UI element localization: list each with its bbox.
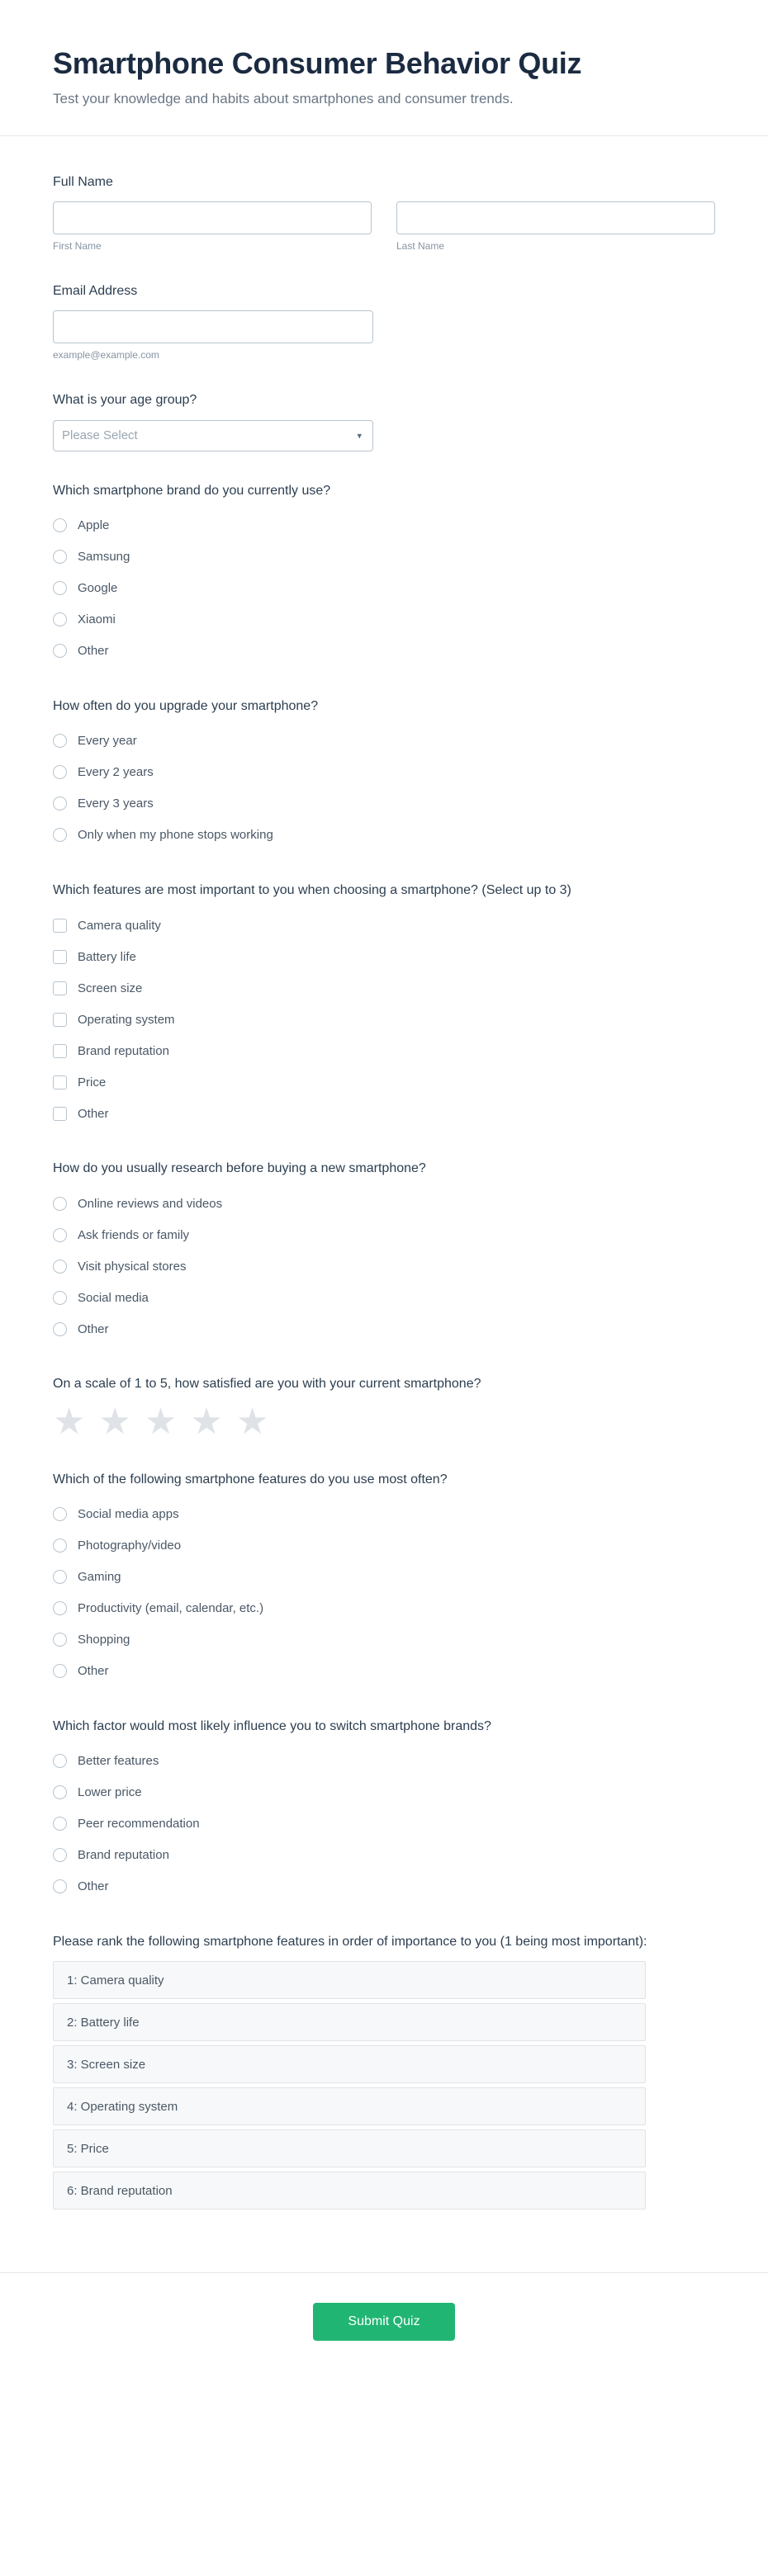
brand-option[interactable] (53, 510, 715, 541)
last-name-column (396, 201, 715, 252)
upgrade-option-label: Every 3 years (78, 796, 154, 811)
form-footer (0, 2272, 768, 2380)
switch-factor-label: Which factor would most likely influence you to switch smartphone brands? (53, 1718, 491, 1733)
upgrade-label: How often do you upgrade your smartphone? (53, 698, 319, 713)
switch-factor-option[interactable] (53, 1808, 715, 1840)
checkbox-icon[interactable] (53, 1075, 67, 1089)
brand-option-label: Apple (78, 518, 110, 533)
research-option-label: Visit physical stores (78, 1259, 187, 1274)
research-option[interactable] (53, 1282, 715, 1313)
submit-button[interactable]: Submit Quiz (313, 2303, 454, 2341)
important-feature-option[interactable] (53, 1098, 715, 1129)
form-header (0, 0, 768, 136)
checkbox-icon[interactable] (53, 950, 67, 964)
page-subtitle: Test your knowledge and habits about smartphones and consumer trends. (53, 91, 514, 106)
radio-icon[interactable] (53, 1570, 67, 1584)
ranking-item[interactable]: 6: Brand reputation (53, 2172, 646, 2210)
checkbox-icon[interactable] (53, 1044, 67, 1058)
brand-label: Which smartphone brand do you currently use? (53, 483, 331, 498)
research-label: How do you usually research before buying a new smartphone? (53, 1161, 426, 1176)
switch-factor-option[interactable] (53, 1746, 715, 1777)
radio-icon[interactable] (53, 1228, 67, 1242)
switch-factor-option-label: Better features (78, 1754, 159, 1769)
ranking-item[interactable]: 4: Operating system (53, 2087, 646, 2125)
radio-icon[interactable] (53, 734, 67, 748)
brand-option[interactable] (53, 573, 715, 604)
checkbox-icon[interactable] (53, 1107, 67, 1121)
research-option[interactable] (53, 1313, 715, 1345)
field-upgrade-frequency (53, 697, 715, 851)
upgrade-option-label: Every 2 years (78, 765, 154, 780)
upgrade-option-label: Only when my phone stops working (78, 828, 273, 843)
full-name-row (53, 201, 715, 252)
switch-factor-option[interactable] (53, 1777, 715, 1808)
features-used-options (53, 1499, 715, 1687)
research-option-label: Ask friends or family (78, 1227, 190, 1242)
important-feature-label: Camera quality (78, 918, 161, 933)
star-icon[interactable]: ★ (190, 1401, 223, 1442)
brand-option[interactable] (53, 604, 715, 636)
ranking-item[interactable]: 5: Price (53, 2129, 646, 2167)
features-used-option-label: Other (78, 1664, 109, 1679)
research-option-label: Social media (78, 1290, 149, 1305)
features-used-option[interactable] (53, 1656, 715, 1687)
radio-icon[interactable] (53, 1197, 67, 1211)
field-brand (53, 481, 715, 667)
field-important-features (53, 881, 715, 1129)
radio-icon[interactable] (53, 644, 67, 658)
star-icon[interactable]: ★ (53, 1401, 86, 1442)
features-used-option-label: Shopping (78, 1633, 130, 1647)
radio-icon[interactable] (53, 1754, 67, 1768)
research-option[interactable] (53, 1250, 715, 1282)
important-feature-option[interactable] (53, 1066, 715, 1098)
brand-option[interactable] (53, 636, 715, 667)
radio-icon[interactable] (53, 1601, 67, 1615)
first-name-input[interactable] (53, 201, 372, 234)
important-feature-option[interactable] (53, 972, 715, 1004)
radio-icon[interactable] (53, 1633, 67, 1647)
brand-option-label: Samsung (78, 550, 130, 565)
features-used-option[interactable] (53, 1624, 715, 1656)
upgrade-option[interactable] (53, 820, 715, 851)
field-full-name (53, 173, 715, 252)
important-features-options (53, 910, 715, 1129)
features-used-option[interactable] (53, 1593, 715, 1624)
switch-factor-option[interactable] (53, 1840, 715, 1871)
radio-icon[interactable] (53, 1664, 67, 1678)
brand-option[interactable] (53, 541, 715, 573)
switch-factor-option-label: Lower price (78, 1785, 142, 1800)
radio-icon[interactable] (53, 612, 67, 626)
radio-icon[interactable] (53, 765, 67, 779)
last-name-input[interactable] (396, 201, 715, 234)
upgrade-option[interactable] (53, 757, 715, 788)
research-option-label: Online reviews and videos (78, 1196, 223, 1211)
radio-icon[interactable] (53, 1848, 67, 1862)
upgrade-option[interactable] (53, 726, 715, 757)
radio-icon[interactable] (53, 581, 67, 595)
switch-factor-option[interactable] (53, 1871, 715, 1902)
radio-icon[interactable] (53, 1817, 67, 1831)
switch-factor-option-label: Peer recommendation (78, 1817, 200, 1832)
brand-option-label: Other (78, 644, 109, 659)
features-used-option-label: Photography/video (78, 1539, 182, 1553)
features-used-option[interactable] (53, 1530, 715, 1562)
switch-factor-options (53, 1746, 715, 1902)
page-title: Smartphone Consumer Behavior Quiz (53, 46, 582, 80)
email-sublabel: example@example.com (53, 349, 159, 362)
ranking-item[interactable]: 2: Battery life (53, 2003, 646, 2041)
ranking-label: Please rank the following smartphone features in order of importance to you (1 being most important): (53, 1934, 647, 1949)
checkbox-icon[interactable] (53, 981, 67, 995)
radio-icon[interactable] (53, 1785, 67, 1799)
research-option-label: Other (78, 1321, 109, 1336)
radio-icon[interactable] (53, 1322, 67, 1336)
star-icon[interactable]: ★ (235, 1401, 269, 1442)
important-feature-label: Brand reputation (78, 1043, 169, 1058)
important-feature-option[interactable] (53, 1035, 715, 1066)
features-used-option-label: Productivity (email, calendar, etc.) (78, 1601, 264, 1616)
star-icon[interactable]: ★ (144, 1401, 178, 1442)
research-options (53, 1188, 715, 1345)
age-group-label: What is your age group? (53, 393, 197, 408)
last-name-sublabel: Last Name (396, 240, 445, 253)
features-used-option-label: Social media apps (78, 1507, 179, 1522)
star-rating[interactable] (53, 1401, 715, 1442)
email-input[interactable] (53, 310, 373, 343)
radio-icon[interactable] (53, 518, 67, 532)
chevron-down-icon: ▾ (357, 431, 362, 442)
brand-option-label: Google (78, 581, 118, 596)
field-features-used (53, 1470, 715, 1687)
important-feature-label: Battery life (78, 949, 136, 964)
checkbox-icon[interactable] (53, 1013, 67, 1027)
checkbox-icon[interactable] (53, 919, 67, 933)
age-group-select[interactable] (53, 420, 373, 451)
brand-options (53, 510, 715, 667)
research-option[interactable] (53, 1188, 715, 1219)
important-feature-option[interactable] (53, 941, 715, 972)
star-icon[interactable]: ★ (98, 1401, 131, 1442)
important-feature-label: Price (78, 1075, 107, 1089)
radio-icon[interactable] (53, 828, 67, 842)
ranking-list (53, 1961, 646, 2210)
satisfaction-label: On a scale of 1 to 5, how satisfied are you with your current smartphone? (53, 1377, 481, 1392)
features-used-option-label: Gaming (78, 1570, 121, 1585)
research-option[interactable] (53, 1219, 715, 1250)
radio-icon[interactable] (53, 1507, 67, 1521)
upgrade-option[interactable] (53, 788, 715, 820)
upgrade-option-label: Every year (78, 734, 137, 749)
features-used-label: Which of the following smartphone features do you use most often? (53, 1472, 448, 1487)
form-body (0, 136, 768, 2272)
first-name-column (53, 201, 372, 252)
features-used-option[interactable] (53, 1562, 715, 1593)
ranking-item[interactable]: 3: Screen size (53, 2045, 646, 2083)
features-used-option[interactable] (53, 1499, 715, 1530)
important-feature-label: Other (78, 1106, 109, 1121)
email-label: Email Address (53, 284, 138, 299)
radio-icon[interactable] (53, 796, 67, 811)
switch-factor-option-label: Other (78, 1879, 109, 1894)
first-name-sublabel: First Name (53, 240, 102, 253)
age-group-select-wrap[interactable] (53, 420, 373, 451)
radio-icon[interactable] (53, 1539, 67, 1553)
full-name-label: Full Name (53, 175, 113, 189)
important-feature-option[interactable] (53, 1004, 715, 1035)
radio-icon[interactable] (53, 1879, 67, 1893)
radio-icon[interactable] (53, 550, 67, 564)
important-feature-option[interactable] (53, 910, 715, 941)
important-features-label: Which features are most important to you when choosing a smartphone? (Select up to 3) (53, 882, 571, 897)
ranking-item[interactable]: 1: Camera quality (53, 1961, 646, 1999)
field-switch-factor (53, 1717, 715, 1902)
field-age-group (53, 390, 715, 451)
field-email (53, 281, 715, 361)
switch-factor-option-label: Brand reputation (78, 1848, 169, 1863)
radio-icon[interactable] (53, 1260, 67, 1274)
radio-icon[interactable] (53, 1291, 67, 1305)
important-feature-label: Screen size (78, 981, 143, 995)
important-feature-label: Operating system (78, 1012, 175, 1027)
field-satisfaction-rating (53, 1374, 715, 1442)
field-research-method (53, 1159, 715, 1345)
upgrade-options (53, 726, 715, 851)
field-feature-ranking (53, 1932, 715, 2210)
brand-option-label: Xiaomi (78, 612, 116, 627)
